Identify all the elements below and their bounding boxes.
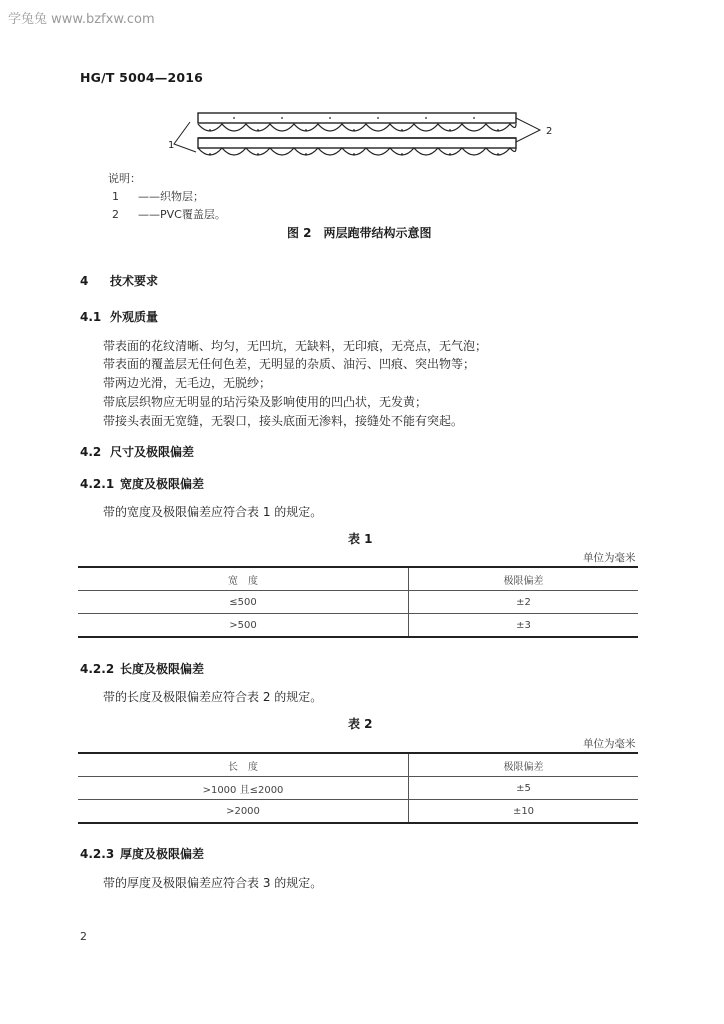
table-caption: 表 1 [348, 532, 373, 546]
table-header: 宽 度 [78, 567, 409, 591]
legend-title: 说明： [108, 172, 141, 185]
section-heading [80, 475, 204, 492]
list-item: 带接头表面无宽缝，无裂口，接头底面无渗料，接缝处不能有突起。 [103, 414, 464, 428]
legend-item [112, 188, 204, 204]
upper-fabric-wave [198, 124, 516, 131]
upper-pvc-layer [198, 113, 516, 123]
table-header-row [78, 753, 638, 777]
section-title: 技术要求 [110, 274, 159, 288]
section-number: 4.2.3 [80, 847, 115, 861]
table-header-row [78, 567, 638, 591]
list-item: 带底层织物应无明显的玷污染及影响使用的凹凸状，无发黄； [103, 395, 428, 409]
table-unit: 单位为毫米 [583, 552, 636, 564]
lower-pvc-layer [198, 138, 516, 148]
list-item: 带两边光滑，无毛边，无脱纱； [103, 376, 272, 390]
watermark: 学兔兔 www.bzfxw.com [8, 12, 155, 27]
section-number: 4.1 [80, 310, 102, 324]
table-caption: 表 2 [348, 717, 373, 731]
table-2 [78, 752, 638, 824]
table-header: 长 度 [78, 753, 409, 777]
section-heading [80, 308, 158, 325]
lower-fabric-wave [198, 148, 516, 155]
table-cell: ±2 [409, 591, 639, 614]
table-cell: >500 [78, 614, 409, 638]
table-cell: ±10 [409, 800, 639, 824]
table-row [78, 614, 638, 638]
table-cell: ≤500 [78, 591, 409, 614]
label-1: 1 [168, 140, 175, 151]
table-cell: ±5 [409, 777, 639, 800]
list-item: 带表面的覆盖层无任何色差，无明显的杂质、油污、凹痕、突出物等； [103, 357, 476, 371]
table-row [78, 777, 638, 800]
section-number: 4.2.2 [80, 662, 115, 676]
document-id: HG/T 5004—2016 [80, 70, 204, 85]
table-header: 极限偏差 [409, 753, 639, 777]
table-cell: >2000 [78, 800, 409, 824]
leader-1 [174, 122, 196, 152]
section-title: 外观质量 [110, 310, 159, 324]
leader-2 [516, 118, 540, 142]
figure-caption: 图 2 两层跑带结构示意图 [287, 226, 432, 240]
table-row [78, 800, 638, 824]
table-unit: 单位为毫米 [583, 738, 636, 750]
table-header: 极限偏差 [409, 567, 639, 591]
belt-structure-diagram [160, 100, 580, 160]
section-heading [80, 845, 204, 862]
section-heading [80, 660, 204, 677]
table-1 [78, 566, 638, 638]
legend-text: ——织物层； [138, 190, 204, 203]
section-title: 长度及极限偏差 [120, 662, 205, 676]
paragraph: 带的厚度及极限偏差应符合表 3 的规定。 [103, 876, 323, 890]
list-item: 带表面的花纹清晰、均匀，无凹坑，无缺料，无印痕，无亮点，无气泡； [103, 339, 488, 353]
label-2: 2 [546, 126, 553, 137]
legend-text: ——PVC覆盖层。 [138, 208, 226, 221]
section-heading [80, 272, 158, 289]
section-number: 4 [80, 274, 89, 288]
section-heading [80, 443, 194, 460]
table-cell: >1000 且≤2000 [78, 777, 409, 800]
section-number: 4.2.1 [80, 477, 115, 491]
section-title: 厚度及极限偏差 [120, 847, 205, 861]
section-number: 4.2 [80, 445, 102, 459]
section-title: 尺寸及极限偏差 [110, 445, 195, 459]
table-row [78, 591, 638, 614]
legend-number: 1 [112, 190, 119, 203]
table-cell: ±3 [409, 614, 639, 638]
legend-number: 2 [112, 208, 119, 221]
page-number: 2 [80, 930, 87, 943]
paragraph: 带的长度及极限偏差应符合表 2 的规定。 [103, 690, 323, 704]
paragraph: 带的宽度及极限偏差应符合表 1 的规定。 [103, 505, 323, 519]
section-title: 宽度及极限偏差 [120, 477, 205, 491]
legend-item [112, 206, 226, 222]
